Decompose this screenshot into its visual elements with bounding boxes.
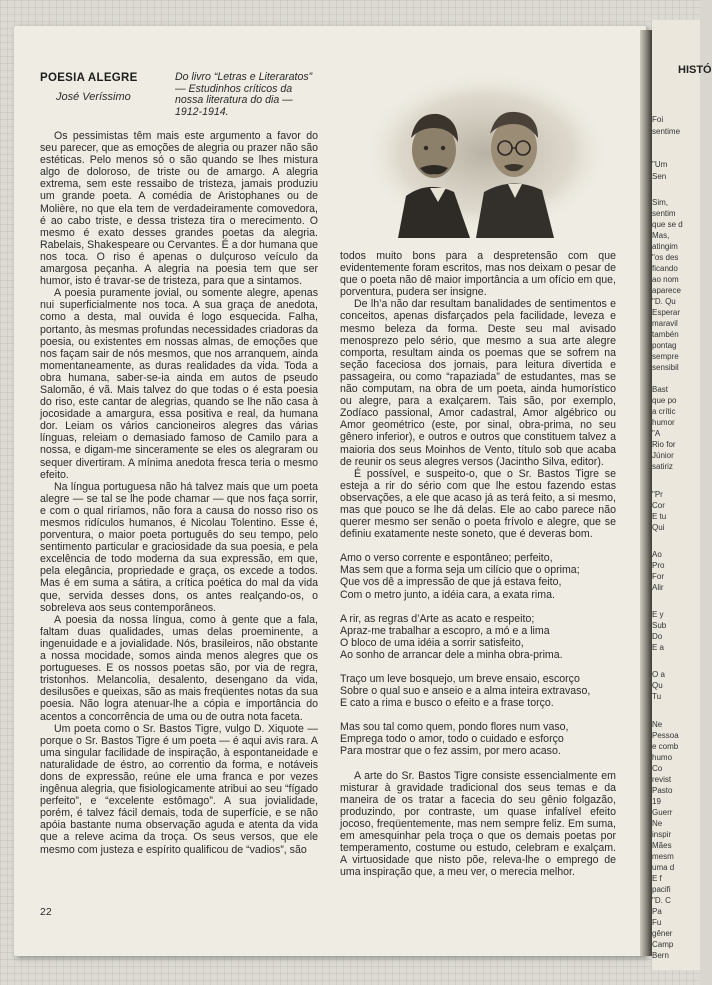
paragraph: Um poeta como o Sr. Bastos Tigre, vulgo D. Xiquote — porque o Sr. Bastos Tigre é um poeta — é aqui avis rara. A uma singular facilidade de inspiração, à espontaneidade e naturalidade de éstro, ao correntio da forma, e notáveis dons de expressão, reúne ele uma franca e por vezes ingênua alegria, que fisiologicamente atribui ao seu “fígado perfeito”, e “excelente estômago”. A sua jovialidade, porém, é talvez fácil demais, toda de superfície, e se não apóia bastante numa observação aguda e atenta da vida que a releve acima da troça. Os seus versos, que ele mesmo com justeza e espírito qualificou de “vadios”, são: [40, 722, 318, 856]
next-page-fragment: O a: [652, 670, 665, 679]
next-page-fragment: atingim: [652, 242, 678, 251]
next-page-fragment: "D. Qu: [652, 297, 676, 306]
poem-line: Mas sou tal como quem, pondo flores num vaso,: [340, 721, 569, 734]
poem-line: Sobre o qual suo e anseio e a alma inteira extravaso,: [340, 685, 591, 698]
column-right: [340, 250, 616, 878]
poem-stanza: [340, 673, 616, 709]
article-author: José Veríssimo: [56, 91, 131, 103]
poem-stanza: [340, 721, 616, 757]
article-title: POESIA ALEGRE: [40, 72, 138, 84]
next-page-fragment: Co: [652, 764, 663, 773]
paragraph: A poesia puramente jovial, ou somente alegre, apenas nui superficialmente nos toca. A sua graça de anedota, como a desta, mal ouvida é logo esquecida. Falha, portanto, às mesmas profundas necessidades criadoras da poesia, ou existentes em nossas almas, de emoções que nos façam sair de nós mesmos, que nos arranquem, ainda momentaneamente, as duras realidades da vida. Toda a obra humana, saber-se-ia ainda em autos de pseudo Salomão, é vã. Mais talvez do que todas o é esta poesia do riso, este cantar de alegrias, quando se lhe não casa à jocosidade a amargura, essa positiva e real, da humana dor. Leiam os vários cancioneiros alegres das várias línguas, releiam o demasiado famoso de Camilo para a nossa, e digam-me sinceramente se eles os alegraram ou sequer divertiram. A mínima anedota fresca teria o mesmo efeito.: [40, 287, 318, 481]
next-page-fragment: "Um: [652, 160, 668, 169]
next-page-fragment: satiriz: [652, 462, 673, 471]
next-page-fragment: humor: [652, 418, 675, 427]
next-page-fragment: Cor: [652, 501, 665, 510]
next-page-fragment: Sen: [652, 172, 667, 181]
next-page-fragment: Camp: [652, 940, 674, 949]
next-page-fragment: E a: [652, 643, 665, 652]
next-page-fragment: Pasto: [652, 786, 673, 795]
next-page-fragment: "A: [652, 429, 661, 438]
next-page-fragment: que po: [652, 396, 677, 405]
poem-line: E cato a rima e busco o efeito e a frase torço.: [340, 697, 554, 710]
next-page-fragment: Ne: [652, 819, 663, 828]
next-page-fragment: uma d: [652, 863, 675, 872]
next-page-fragment: E y: [652, 610, 664, 619]
next-page-fragment: humo: [652, 753, 673, 762]
next-page-fragment: Guerr: [652, 808, 673, 817]
portrait-photo: [358, 68, 614, 238]
next-page-fragment: Fu: [652, 918, 662, 927]
paragraph: É possível, e suspeito-o, que o Sr. Bastos Tigre se esteja a rir do sério com que lhe estou fazendo estas observações, a ele que acaso já as terá feito, a si mesmo, mas que pouco se lhe dá delas. Ele ao cabo parece não querer mesmo ser senão o poeta frívolo e alegre, que se definiu exatamente neste soneto, que é deveras bom.: [340, 467, 616, 541]
poem-line: Emprega todo o amor, todo o cuidado e esforço: [340, 733, 564, 746]
paragraph: todos muito bons para a despretensão com que evidentemente foram escritos, mas nos deixam o pesar de que o poeta não dê maior importância a um ofício em que, porventura, pudera ser insigne.: [340, 250, 616, 299]
next-page-fragment: Pa: [652, 907, 662, 916]
next-page-fragment: Pro: [652, 561, 665, 570]
next-page-fragment: e comb: [652, 742, 679, 751]
poem-line: Mas sem que a forma seja um cilício que o oprima;: [340, 564, 580, 577]
next-page-fragment: "os des: [652, 253, 679, 262]
paragraph: Na língua portuguesa não há talvez mais que um poeta alegre — se tal se lhe pode chamar — que nos faça sorrir, e com o qual riríamos, não fora a causa do nosso riso os mesmos ridículos humanos, é Nicolau Tolentino. Esse é, porventura, o maior poeta português do seu tempo, pelo sentimento particular e graciosidade da sua poesia, e pela excelência de todo moderna da sua expressão, em que, pela elegância, propriedade e graça, os excede a todos. Mas é em suma a sátira, a crítica poética do mal da vida que, servida desses dons, os antes realçando-os, o sobreleva aos seus contemporâneos.: [40, 480, 318, 614]
next-page-edge: [652, 20, 712, 970]
next-page-fragment: maravil: [652, 319, 678, 328]
next-page-title: HISTÓ: [678, 64, 712, 76]
page-gutter: [640, 30, 652, 956]
next-page-fragment: 19: [652, 797, 661, 806]
next-page-fragment: Ao: [652, 550, 662, 559]
next-page-fragment: Mães: [652, 841, 672, 850]
poem-line: Com o metro junto, a idéia cara, a exata rima.: [340, 588, 555, 601]
next-page-fragment: Mas,: [652, 231, 670, 240]
article-source: Do livro “Letras e Literaratos” — Estudinhos críticos da nossa literatura do dia — 1912-1914.: [175, 71, 313, 118]
next-page-fragment: Júnior: [652, 451, 674, 460]
next-page-fragment: Qu: [652, 681, 663, 690]
next-page-fragment: Sub: [652, 621, 667, 630]
paragraph: Os pessimistas têm mais este argumento a favor do seu parecer, que as emoções de alegria ou prazer não são estéticas. Pelo menos só o são quando se lhes mistura algo de doloroso, de triste ou de amargo. A alegria extrema, sem este ressaibo de tristeza, jamais produziu um grande poeta. A comédia de Aristophanes ou de Molière, no que ela tem de verdadeiramente comovedora, é ao cabo triste, e dessa tristeza tira o merecimento. O mesmo é exato desses grandes poetas da alegria. Rabelais, Shakespeare ou Cervantes. É a dor humana que nos toca. O riso é apenas o dulçuroso veículo da amargosa peçanha. A alegria na poesia tem que ser humor, isto é travar-se de tristeza, para que a sintamos.: [40, 130, 318, 288]
next-page-fragment: Sim,: [652, 198, 668, 207]
next-page-fragment: Foi: [652, 115, 664, 124]
poem-line: Para mostrar que o fez assim, por mero acaso.: [340, 745, 561, 758]
next-page-fragment: E f: [652, 874, 662, 883]
next-page-fragment: aparece: [652, 286, 681, 295]
poem-line: Traço um leve bosquejo, um breve ensaio, escorço: [340, 673, 580, 685]
next-page-fragment: ao nom: [652, 275, 679, 284]
paragraph: A arte do Sr. Bastos Tigre consiste essencialmente em misturar à gravidade tradicional dos seus temas e da maneira de os tratar a facecia do seu gênio folgazão, produzindo, por contraste, um quase infalível efeito jocoso, freqüentemente, mas nem sempre feliz. Em suma, em amesquinhar pela troça o que os demais poetas por temperamento, costume ou estudo, celebram e exalçam. A virtuosidade que nisto põe, releva-lhe o emprego de uma inspiração que, a meu ver, o merecia melhor.: [340, 769, 616, 879]
next-page-fragment: a crític: [652, 407, 676, 416]
next-page-fragment: Alir: [652, 583, 664, 592]
poem-line: A rir, as regras d’Arte as acato e respeito;: [340, 612, 535, 625]
next-page-fragment: "Pr: [652, 490, 663, 499]
poem-line: Que vos dê a impressão de que já estava feito,: [340, 576, 562, 589]
next-page-fragment: tambén: [652, 330, 679, 339]
poem-line: O bloco de uma idéia a sorrir satisfeito,: [340, 636, 524, 649]
next-page-fragment: Esperar: [652, 308, 681, 317]
next-page-fragment: pacifi: [652, 885, 671, 894]
poem-line: Apraz-me trabalhar a escopro, a mó e a lima: [340, 624, 550, 637]
next-page-fragment: Ne: [652, 720, 663, 729]
poem-stanza: [340, 552, 616, 600]
next-page-fragment: Bern: [652, 951, 669, 960]
next-page-fragment: que se d: [652, 220, 683, 229]
next-page-fragment: Qui: [652, 523, 665, 532]
poem-stanza: [340, 613, 616, 661]
next-page-fragment: revist: [652, 775, 672, 784]
next-page-fragment: inspir: [652, 830, 672, 839]
poem-line: Ao sonho de arrancar dele a minha obra-prima.: [340, 648, 563, 661]
next-page-fragment: mesm: [652, 852, 674, 861]
next-page-fragment: pontag: [652, 341, 677, 350]
next-page-fragment: Tu: [652, 692, 662, 701]
paragraph: A poesia da nossa língua, como à gente que a fala, faltam duas qualidades, umas delas proeminente, a ingenuidade e a jovialidade. Nós, brasileiros, não obstante a nossa mocidade, somos ainda menos alegres que os portugueses. E os nossos poetas são, por via de regra, tristonhos. Melancolia, desalento, desengano da vida, desilusões e queixas, são as mais freqüentes notas da sua poesia. Não logra atenuar-lhe a cópia e importância do acentos a concorrência de uma ou de outra nota faceta.: [40, 613, 318, 723]
next-page-fragment: sempre: [652, 352, 679, 361]
poem-line: Amo o verso corrente e espontâneo; perfeito,: [340, 552, 553, 565]
next-page-fragment: gêner: [652, 929, 673, 938]
next-page-fragment: ficando: [652, 264, 678, 273]
next-page-fragment: E tu: [652, 512, 667, 521]
next-page-fragment: Do: [652, 632, 663, 641]
next-page-fragment: sensibil: [652, 363, 679, 372]
next-page-fragment: sentim: [652, 209, 676, 218]
page-number: 22: [40, 906, 52, 918]
next-page-fragment: For: [652, 572, 664, 581]
paragraph: De lh’a não dar resultam banalidades de sentimentos e conceitos, apenas disfarçados pela facilidade, leveza e mesmo beleza da forma. Deste seu mal avisado menosprezo pelo sério, que mesmo a sua arte alegre comporta, resultam ainda os poemas que se sofrem na seção faceciosa dos jornais, para leitura divertida e passageira, ou como “rapaziada” de estudantes, mas se não computam, na obra de um poeta, ainda humorístico ou alegre, para a exalçarem. Tais são, por exemplo, Zodíaco passional, Amor cadastral, Amor algébrico ou Amor geométrico (este, por sinal, obra-prima, no seu gênero inferior), e outros e outros que constituem talvez a maioria dos seus Moinhos de Vento, título sob que acaba de reunir os seus alegres versos (Jacintho Silva, editor).: [340, 298, 616, 468]
next-page-fragment: sentime: [652, 127, 681, 136]
next-page-fragment: Pessoa: [652, 731, 679, 740]
next-page-fragment: Bast: [652, 385, 669, 394]
next-page-fragment: "D. C: [652, 896, 671, 905]
column-left: [40, 130, 318, 856]
next-page-fragment: Rio for: [652, 440, 676, 449]
